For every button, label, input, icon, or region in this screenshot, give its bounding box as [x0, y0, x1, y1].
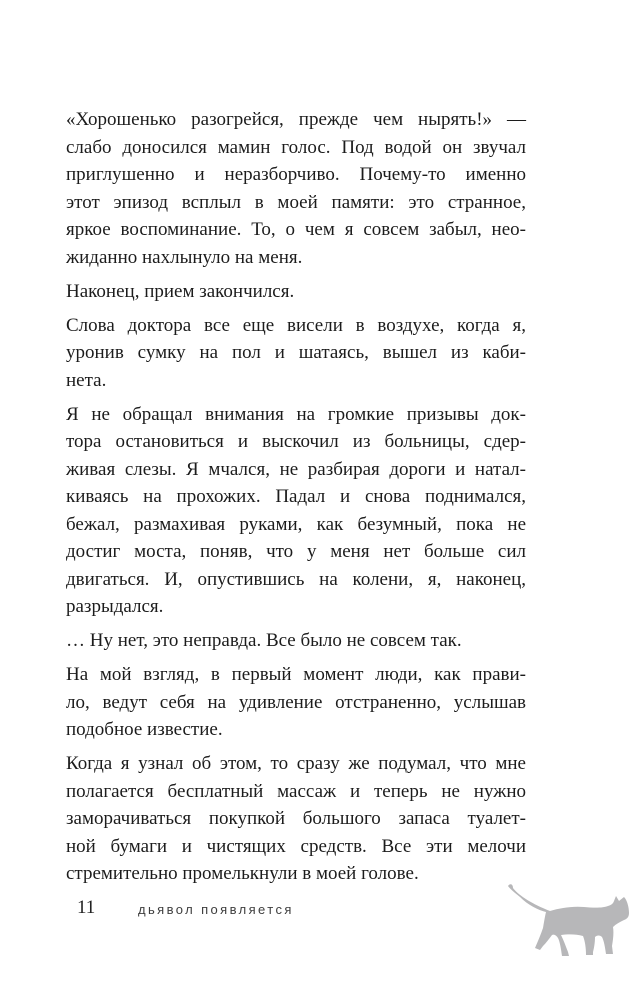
text-line: стремительно промелькнули в моей голове. — [66, 863, 419, 884]
text-line: этот эпизод всплыл в моей памяти: это странное, — [66, 191, 526, 213]
text-line: … Ну нет, это неправда. Все было не совсем так. — [66, 630, 462, 651]
text-line: Я не обращал внимания на громкие призывы док- — [66, 403, 526, 425]
text-line: достиг моста, поняв, что у меня нет больше сил — [66, 541, 526, 562]
text-line: яркое воспоминание. То, о чем я совсем забыл, нео- — [66, 219, 526, 240]
text-line: На мой взгляд, в первый момент люди, как прави- — [66, 664, 526, 685]
paragraph — [66, 312, 526, 395]
page-number: 11 — [77, 897, 96, 918]
text-line: Слова доктора все еще висели в воздухе, когда я, — [66, 314, 526, 336]
paragraph — [66, 106, 526, 271]
paragraph — [66, 627, 526, 655]
text-line: бежал, размахивая руками, как безумный, пока не — [66, 513, 526, 535]
text-line: Наконец, прием закончился. — [66, 280, 295, 302]
text-line: живая слезы. Я мчался, не разбирая дороги и натал- — [66, 458, 526, 480]
text-line: Когда я узнал об этом, то сразу же подумал, что мне — [66, 753, 526, 774]
cat-silhouette-path — [508, 884, 629, 956]
text-line: подобное известие. — [66, 719, 223, 740]
paragraph — [66, 401, 526, 621]
paragraph — [66, 278, 526, 306]
text-line: «Хорошенько разогрейся, прежде чем нырять!» — — [66, 109, 526, 130]
paragraph — [66, 750, 526, 888]
text-line: полагается бесплатный массаж и теперь не нужно — [66, 780, 526, 802]
text-line: приглушенно и неразборчиво. Почему-то именно — [66, 164, 526, 185]
text-line: слабо доносился мамин голос. Под водой он звучал — [66, 136, 526, 158]
paragraph — [66, 661, 526, 744]
text-line: тора остановиться и выскочил из больницы, сдер- — [66, 431, 526, 452]
cat-silhouette-icon — [500, 884, 631, 960]
page-text — [66, 106, 526, 894]
text-line: разрыдался. — [66, 596, 164, 617]
text-line: ло, ведут себя на удивление отстраненно, услышав — [66, 691, 526, 713]
text-line: киваясь на прохожих. Падал и снова поднимался, — [66, 486, 526, 507]
text-line: уронив сумку на пол и шатаясь, вышел из каби- — [66, 342, 526, 363]
text-line: заморачиваться покупкой большого запаса туалет- — [66, 808, 526, 829]
text-line: двигаться. И, опустившись на колени, я, наконец, — [66, 568, 526, 590]
text-line: нета. — [66, 369, 107, 391]
text-line: ной бумаги и чистящих средств. Все эти мелочи — [66, 835, 526, 857]
running-title: дьявол появляется — [138, 902, 294, 917]
text-line: жиданно нахлынуло на меня. — [66, 246, 303, 268]
